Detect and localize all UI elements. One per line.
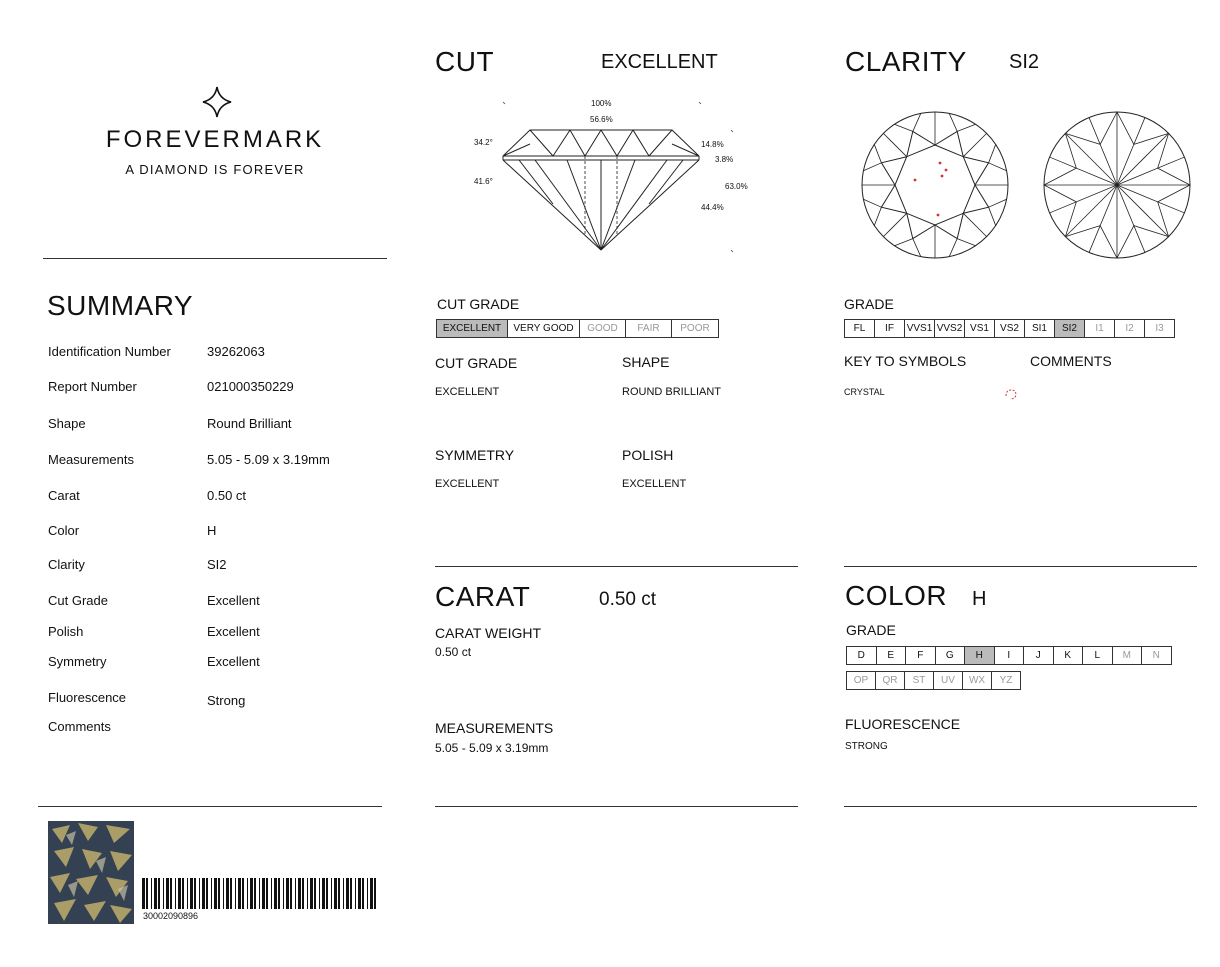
grade-cell: F: [906, 647, 936, 664]
summary-label: Symmetry: [48, 654, 107, 669]
summary-row-clarity: [48, 557, 388, 577]
cut-grade-scale-label: CUT GRADE: [437, 296, 520, 312]
divider: [43, 258, 387, 259]
crystal-symbol-icon: [1003, 387, 1019, 401]
diagram-total-depth: 63.0%: [725, 182, 748, 191]
grade-cell: I3: [1155, 323, 1164, 334]
symbol-crystal-name: CRYSTAL: [844, 387, 885, 397]
cut-grade-value: EXCELLENT: [435, 386, 500, 398]
grade-cell: J: [1024, 647, 1054, 664]
fluorescence-label: FLUORESCENCE: [845, 716, 961, 732]
grade-cell: QR: [876, 672, 905, 689]
divider: [435, 566, 798, 567]
summary-label: Identification Number: [48, 344, 171, 359]
summary-row-cut-grade: [48, 593, 388, 613]
grade-cell: L: [1083, 647, 1113, 664]
shape-label: SHAPE: [622, 354, 670, 370]
cut-title: CUT: [435, 46, 495, 77]
summary-value: 021000350229: [207, 379, 294, 394]
key-to-symbols-label: KEY TO SYMBOLS: [844, 353, 967, 369]
diagram-crown-height: 14.8%: [701, 140, 724, 149]
diagram-crown-angle: 34.2°: [474, 138, 493, 147]
comments-label: COMMENTS: [1030, 353, 1112, 369]
summary-row-polish: [48, 624, 388, 644]
summary-label: Measurements: [48, 452, 134, 467]
grade-cell: I1: [1085, 320, 1115, 337]
brand-name: FOREVERMARK: [105, 126, 325, 153]
summary-value: 5.05 - 5.09 x 3.19mm: [207, 452, 330, 467]
grade-cell: VVS1: [905, 320, 935, 337]
summary-row-fluorescence: [48, 690, 388, 710]
grade-cell: I: [995, 647, 1025, 664]
summary-value: Excellent: [207, 593, 260, 608]
clarity-plot-crown: [858, 108, 1012, 262]
diagram-pavilion-depth: 44.4%: [701, 203, 724, 212]
forevermark-logo-icon: [200, 86, 234, 118]
grade-cell: EXCELLENT: [437, 320, 508, 337]
summary-label: Fluorescence: [48, 690, 127, 705]
color-value: H: [972, 588, 987, 610]
diagram-table: 56.6%: [590, 115, 613, 124]
summary-row-shape: [48, 416, 388, 436]
clarity-grade-label: GRADE: [844, 296, 894, 312]
summary-row-carat: [48, 488, 388, 508]
summary-value: SI2: [207, 557, 227, 572]
grade-cell: G: [936, 647, 966, 664]
carat-value: 0.50 ct: [599, 589, 657, 610]
symmetry-value: EXCELLENT: [435, 478, 500, 490]
grade-cell: VVS2: [935, 320, 965, 337]
carat-weight-label: CARAT WEIGHT: [435, 625, 542, 641]
grade-cell: WX: [963, 672, 992, 689]
grade-cell: E: [877, 647, 907, 664]
carat-title: CARAT: [435, 581, 531, 612]
color-title: COLOR: [845, 580, 948, 611]
diagram-table-top: 100%: [591, 99, 612, 108]
fluorescence-value: STRONG: [845, 741, 888, 752]
color-grade-label: GRADE: [846, 622, 896, 638]
grade-cell: VS1: [965, 320, 995, 337]
summary-label: Color: [48, 523, 80, 538]
summary-value: 39262063: [207, 344, 265, 359]
grade-cell: OP: [847, 672, 876, 689]
summary-label: Shape: [48, 416, 86, 431]
clarity-plot-pavilion: [1040, 108, 1194, 262]
diagram-pavilion-angle: 41.6°: [474, 177, 493, 186]
barcode-number: 30002090896: [143, 911, 199, 921]
clarity-title: CLARITY: [845, 46, 967, 77]
shape-value: ROUND BRILLIANT: [622, 386, 722, 398]
grade-cell: POOR: [680, 323, 710, 334]
grade-cell: SI1: [1025, 320, 1055, 337]
summary-value: Excellent: [207, 654, 260, 669]
summary-row-comments: [48, 719, 388, 739]
cut-value: EXCELLENT: [601, 51, 718, 73]
summary-title: SUMMARY: [47, 290, 194, 321]
summary-value: Excellent: [207, 624, 260, 639]
summary-label: Comments: [48, 719, 111, 734]
cut-grade-label: CUT GRADE: [435, 355, 518, 371]
cut-grade-scale: [436, 319, 719, 338]
carat-weight-value: 0.50 ct: [435, 645, 472, 659]
grade-cell: UV: [934, 672, 963, 689]
summary-value: 0.50 ct: [207, 488, 247, 503]
divider: [844, 806, 1197, 807]
divider: [435, 806, 798, 807]
grade-cell: YZ: [999, 675, 1013, 686]
summary-label: Polish: [48, 624, 84, 639]
grade-cell: N: [1152, 650, 1160, 661]
summary-value: Round Brilliant: [207, 416, 292, 431]
color-grade-scale: [846, 646, 1172, 665]
diamond-photo: [48, 821, 134, 924]
grade-cell: D: [847, 647, 877, 664]
color-grade-scale-extended: [846, 671, 1021, 690]
grade-cell: GOOD: [580, 320, 626, 337]
summary-row-measurements: [48, 452, 388, 472]
grade-cell: IF: [875, 320, 905, 337]
diagram-girdle: 3.8%: [715, 155, 734, 164]
measurements-value: 5.05 - 5.09 x 3.19mm: [435, 741, 549, 755]
summary-row-symmetry: [48, 654, 388, 674]
summary-label: Report Number: [48, 379, 137, 394]
clarity-grade-scale: [844, 319, 1175, 338]
summary-value: Strong: [207, 693, 246, 708]
symmetry-label: SYMMETRY: [435, 447, 515, 463]
grade-cell: VERY GOOD: [508, 320, 580, 337]
summary-row-color: [48, 523, 388, 543]
measurements-label: MEASUREMENTS: [435, 720, 554, 736]
grade-cell: M: [1113, 647, 1143, 664]
grade-cell: FL: [845, 320, 875, 337]
grade-cell: I2: [1115, 320, 1145, 337]
grade-cell: H: [965, 647, 995, 664]
divider: [844, 566, 1197, 567]
barcode: [140, 878, 380, 909]
summary-value: H: [207, 523, 217, 538]
summary-row-id: [48, 344, 388, 364]
grade-cell: SI2: [1055, 320, 1085, 337]
grade-cell: K: [1054, 647, 1084, 664]
grade-cell: VS2: [995, 320, 1025, 337]
polish-value: EXCELLENT: [622, 478, 687, 490]
divider: [38, 806, 382, 807]
brand-tagline: A DIAMOND IS FOREVER: [125, 162, 305, 177]
summary-row-report: [48, 379, 388, 399]
grade-cell: ST: [905, 672, 934, 689]
clarity-value: SI2: [1009, 51, 1040, 73]
summary-label: Cut Grade: [48, 593, 108, 608]
grade-cell: FAIR: [626, 320, 672, 337]
summary-label: Clarity: [48, 557, 85, 572]
summary-label: Carat: [48, 488, 80, 503]
polish-label: POLISH: [622, 447, 674, 463]
